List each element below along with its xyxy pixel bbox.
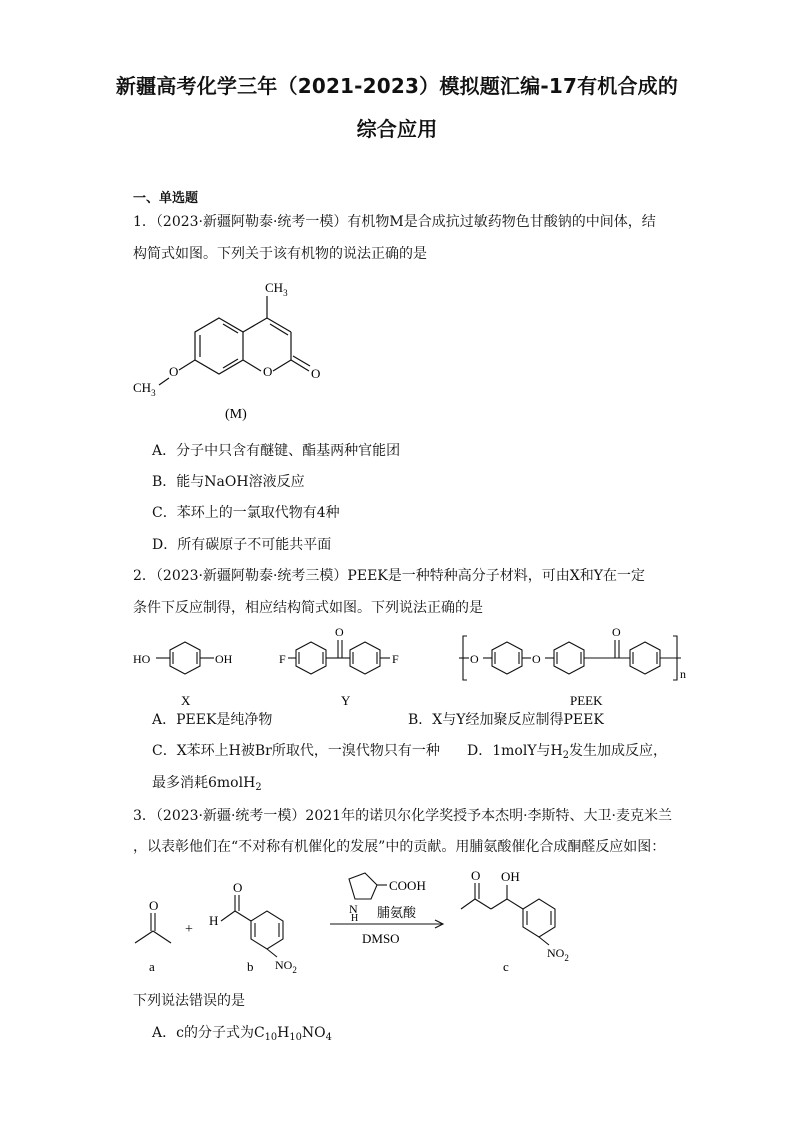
q2-x-caption: X [181, 693, 191, 708]
q3-c-no2: $NO_2$ [547, 946, 569, 963]
q3-proline-n: N [349, 902, 358, 916]
q2-option-c: C．X苯环上H被Br所取代，一溴代物只有一种 [152, 743, 440, 759]
q3-proline-cooh: COOH [389, 878, 426, 893]
q3-stem-line1: 3．（2023·新疆·统考一模）2021年的诺贝尔化学奖授予本杰明·李斯特、大卫·麦克米兰 [133, 808, 672, 824]
q1-option-d: D．所有碳原子不可能共平面 [152, 537, 332, 553]
q3-solvent: DMSO [362, 931, 400, 946]
q2-peek-o2: O [532, 652, 541, 666]
q3-c-caption: c [503, 959, 509, 974]
q3-plus: + [185, 922, 193, 937]
q2-option-b: B．X与Y经加聚反应制得PEEK [408, 712, 604, 728]
q3-b-h: H [209, 913, 219, 928]
q1-carbonyl-oxygen: O [311, 366, 321, 381]
q1-stem-line2: 构简式如图。下列关于该有机物的说法正确的是 [133, 246, 427, 262]
q2-x-ho: HO [133, 652, 151, 666]
q2-x-oh: OH [215, 652, 233, 666]
q2-peek-n: n [680, 667, 686, 681]
q1-ether-oxygen: O [169, 364, 179, 379]
q2-peek-o3: O [612, 625, 621, 639]
q3-a-caption: a [149, 959, 155, 974]
section-heading: 一、单选题 [133, 191, 199, 206]
q2-stem-line2: 条件下反应制得，相应结构简式如图。下列说法正确的是 [133, 600, 483, 616]
q1-stem-line1: 1．（2023·新疆阿勒泰·统考一模）有机物M是合成抗过敏药物色甘酸钠的中间体，结 [133, 214, 656, 230]
q3-b-oxygen: O [233, 880, 243, 895]
q1-och3-label: $CH_3$ [133, 380, 156, 398]
q2-structures-x-y-peek [125, 618, 695, 710]
q3-reaction-scheme [125, 865, 605, 977]
q2-option-d-line2: 最多消耗6molH$_2$ [152, 775, 262, 793]
q1-figure-caption: (M) [225, 407, 247, 422]
q2-peek-o1: O [470, 652, 479, 666]
page-title: 新疆高考化学三年（2021-2023）模拟题汇编-17有机合成的 [115, 74, 679, 98]
q2-option-d: D．1molY与$H_2$发生加成反应， [467, 743, 667, 761]
q1-option-c: C．苯环上的一氯取代物有4种 [152, 505, 340, 521]
q3-stem-line2: ，以表彰他们在“不对称有机催化的发展”中的贡献。用脯氨酸催化合成酮醛反应如图： [133, 839, 666, 855]
q1-molecule-m-structure [125, 272, 355, 430]
q1-option-a: A．分子中只含有醚键、酯基两种官能团 [152, 443, 401, 459]
q1-option-b: B．能与NaOH溶液反应 [152, 474, 305, 490]
q3-followup: 下列说法错误的是 [133, 993, 245, 1009]
q3-option-a: A．c的分子式为$C_{10}H_{10}NO_4$ [152, 1025, 332, 1043]
q2-stem-line1: 2．（2023·新疆阿勒泰·统考三模）PEEK是一种特种高分子材料，可由X和Y在一定 [133, 568, 645, 584]
q2-y-oxygen: O [335, 625, 344, 639]
q3-catalyst-name: 脯氨酸 [377, 905, 417, 920]
q3-c-oxygen: O [471, 868, 481, 883]
q2-y-f-right: F [392, 652, 399, 666]
q3-c-oh: OH [501, 869, 520, 884]
q2-y-f-left: F [279, 652, 286, 666]
q3-b-caption: b [247, 959, 254, 974]
q1-ch3-label: $CH_3$ [265, 280, 288, 298]
q3-a-oxygen: O [149, 898, 159, 913]
q2-option-a: A．PEEK是纯净物 [152, 712, 273, 728]
q3-proline-h: H [351, 913, 359, 924]
q2-y-caption: Y [341, 693, 351, 708]
q1-ring-oxygen: O [263, 364, 273, 379]
q3-b-no2: $NO_2$ [275, 958, 297, 975]
page-title-line2: 综合应用 [356, 117, 438, 141]
q2-peek-caption: PEEK [570, 693, 603, 708]
